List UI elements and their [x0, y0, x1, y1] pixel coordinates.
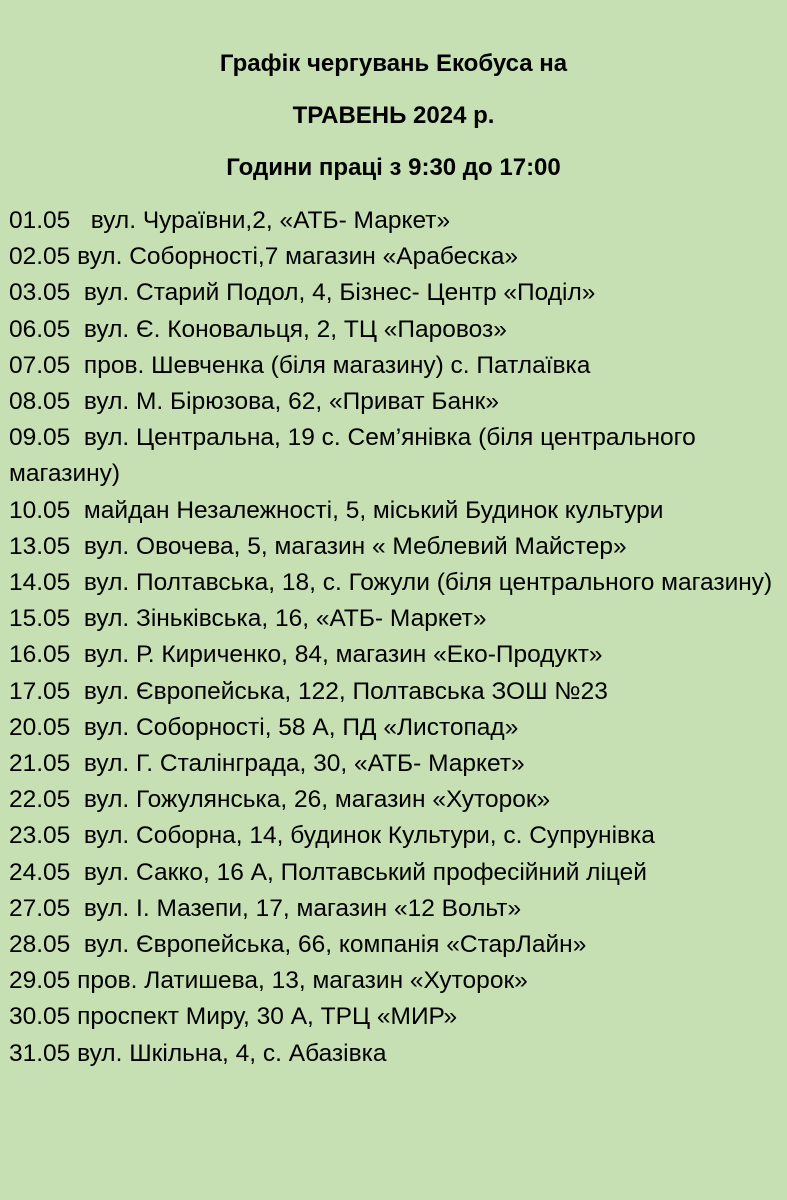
schedule-header	[0, 38, 787, 194]
schedule-entry: 20.05 вул. Соборності, 58 А, ПД «Листопад»	[9, 713, 519, 741]
schedule-entry: 10.05 майдан Незалежності, 5, міський Будинок культури	[9, 496, 664, 524]
schedule-entry: 30.05 проспект Миру, 30 А, ТРЦ «МИР»	[9, 1003, 458, 1031]
schedule-entry: 29.05 пров. Латишева, 13, магазин «Хуторок»	[9, 967, 528, 995]
working-hours: Години праці з 9:30 до 17:00	[226, 154, 561, 181]
schedule-entry: 08.05 вул. М. Бірюзова, 62, «Приват Банк»	[9, 388, 499, 416]
schedule-entry: 13.05 вул. Овочева, 5, магазин « Меблевий Майстер»	[9, 532, 627, 560]
schedule-entry: 15.05 вул. Зіньківська, 16, «АТБ- Маркет»	[9, 605, 487, 633]
schedule-entry: 28.05 вул. Європейська, 66, компанія «СтарЛайн»	[9, 931, 587, 959]
schedule-entry: 17.05 вул. Європейська, 122, Полтавська ЗОШ №23	[9, 677, 608, 705]
schedule-entry: 21.05 вул. Г. Сталінграда, 30, «АТБ- Маркет»	[9, 750, 525, 778]
schedule-entry: 06.05 вул. Є. Коновальця, 2, ТЦ «Паровоз»	[9, 315, 507, 343]
schedule-list	[9, 203, 784, 1072]
schedule-entry: 09.05 вул. Центральна, 19 с. Сем’янівка (біля центрального магазину)	[9, 424, 703, 488]
page-title: Графік чергувань Екобуса на	[219, 50, 568, 77]
schedule-entry: 03.05 вул. Старий Подол, 4, Бізнес- Центр «Поділ»	[9, 279, 596, 307]
schedule-entry: 27.05 вул. І. Мазепи, 17, магазин «12 Вольт»	[9, 894, 522, 922]
month-title: ТРАВЕНЬ 2024 р.	[292, 102, 495, 129]
schedule-entry: 23.05 вул. Соборна, 14, будинок Культури, с. Супрунівка	[9, 822, 655, 850]
schedule-entry: 14.05 вул. Полтавська, 18, с. Гожули (біля центрального магазину)	[9, 569, 773, 597]
schedule-entry: 16.05 вул. Р. Кириченко, 84, магазин «Еко-Продукт»	[9, 641, 603, 669]
schedule-entry: 01.05 вул. Чураївни,2, «АТБ- Маркет»	[9, 207, 451, 234]
schedule-entry: 07.05 пров. Шевченка (біля магазину) с. Патлаївка	[9, 351, 591, 379]
schedule-entry: 02.05 вул. Соборності,7 магазин «Арабеска»	[9, 243, 518, 271]
schedule-entry: 24.05 вул. Сакко, 16 А, Полтавський професійний ліцей	[9, 858, 647, 886]
schedule-entry: 31.05 вул. Шкільна, 4, с. Абазівка	[9, 1039, 387, 1067]
schedule-entry: 22.05 вул. Гожулянська, 26, магазин «Хуторок»	[9, 786, 551, 814]
